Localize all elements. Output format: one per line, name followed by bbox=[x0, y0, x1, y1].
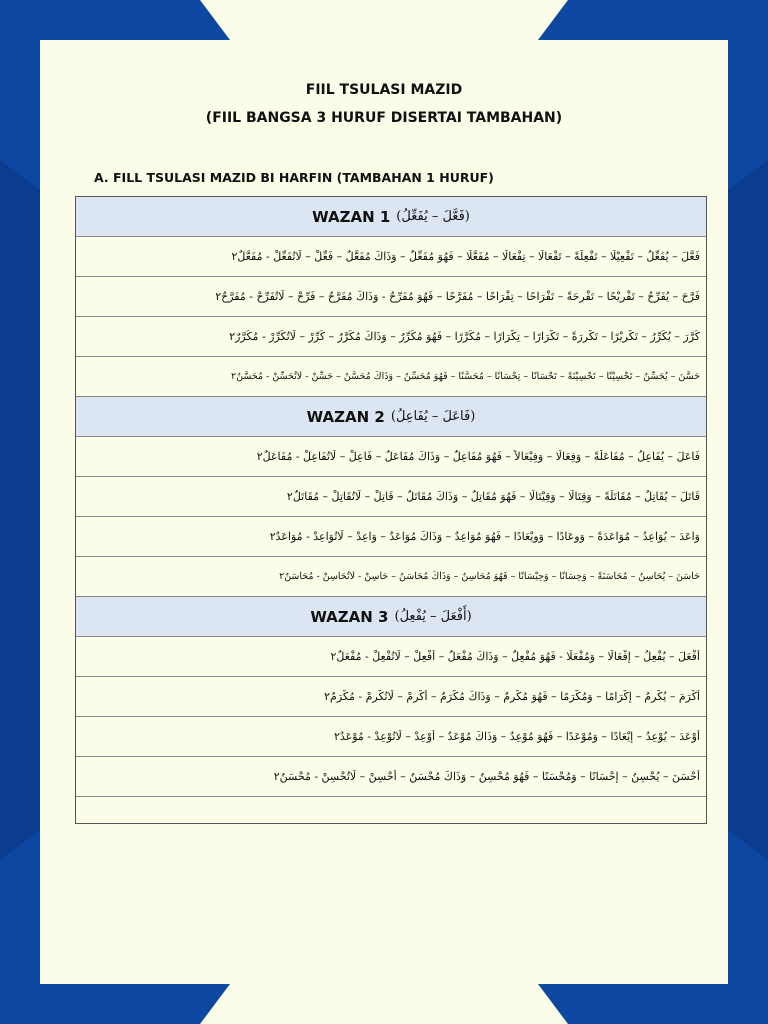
conjugation-text: أَوْعَدَ – يُوْعِدُ – إِيْعَادًا – وَمُوْعَدًا – فَهُوَ مُوْعِدٌ – وَذَاكَ مُوْعَدٌ – أَوْعِدْ – لَاتُوْعِدْ - مُوْعَدٌ٢ bbox=[333, 730, 700, 743]
conjugation-text: حَسَّنَ – يُحَسِّنُ – تَحْسِيْنًا – تَحْسِيْنَةً – تَحْسَانًا – تِحْسَانًا – مُحَسَّنًا – فَهُوَ مُحَسِّنٌ – وَذَاكَ مُحَسَّنٌ – حَسِّنْ - لَاتُحَسِّنْ - مُحَسَّنٌ٢ bbox=[231, 371, 700, 382]
conjugation-text: أَكْرَمَ – يُكْرِمُ – إِكْرَامًا – وَمُكْرَمًا – فَهُوَ مُكْرِمٌ – وَذَاكَ مُكْرَمٌ – أَكْرِمْ – لَاتُكْرِمْ - مُكْرَمٌ٢ bbox=[324, 690, 700, 703]
conjugation-row bbox=[76, 237, 706, 277]
conjugation-row bbox=[76, 277, 706, 317]
conjugation-row bbox=[76, 557, 706, 597]
wazan-pattern: (أَفْعَلَ – يُفْعِلُ) bbox=[394, 609, 472, 624]
conjugation-row bbox=[76, 757, 706, 797]
conjugation-row bbox=[76, 677, 706, 717]
conjugation-text: أَفْعَلَ – يُفْعِلُ – إِفْعَالًا – وَمُفْعَلًا - فَهُوَ مُفْعِلٌ – وَذَاكَ مُفْعَلٌ – أَفْعِلْ – لَاتُفْعِلْ - مُفْعَلٌ٢ bbox=[330, 650, 700, 663]
section-heading: A. FILL TSULASI MAZID BI HARFIN (TAMBAHAN 1 HURUF) bbox=[94, 170, 494, 185]
conjugation-text: أَحْسَنَ – يُحْسِنُ – إِحْسَانًا – وَمُحْسَنًا – فَهُوَ مُحْسِنٌ – وَذَاكَ مُحْسَنٌ – أَحْسِنْ – لَاتُحْسِنْ - مُحْسَنٌ٢ bbox=[273, 770, 700, 783]
conjugation-text: وَاعَدَ – يُوَاعِدُ – مُوَاعَدَةً – وَوِعَادًا – وَوِيْعَادًا – فَهُوَ مُوَاعِدٌ – وَذَاكَ مُوَاعَدٌ – وَاعِدْ – لَاتُوَاعِدْ - مُوَاعَدٌ٢ bbox=[269, 530, 700, 543]
document-subtitle: (FIIL BANGSA 3 HURUF DISERTAI TAMBAHAN) bbox=[205, 110, 563, 126]
wazan-header bbox=[76, 397, 706, 437]
conjugation-text: فَرَّحَ – يُفَرِّحُ – تَفْرِيْحًا – تَفْرِحَةً – تَفْرَاحًا – تِفْرَاحًا – مُفَرَّحًا – فَهُوَ مُفَرِّحٌ - وَذَاكَ مُفَرَّحٌ – فَرِّحْ – لَاتُفَرِّحْ - مُفَرَّحٌ٢ bbox=[215, 290, 700, 303]
wazan-label: WAZAN 2 bbox=[306, 407, 385, 426]
wazan-header bbox=[76, 597, 706, 637]
conjugation-text: فَاعَلَ – يُفَاعِلُ – مُفَاعَلَةً – وَفِعَالًا – وَفِيْعَالاً – فَهُوَ مُفَاعِلٌ – وَذَاكَ مُفَاعَلٌ – فَاعِلْ – لَاتُفَاعِلْ - مُفَاعَلٌ٢ bbox=[256, 450, 700, 463]
conjugation-text: فَعَّلَ – يُفَعِّلُ – تَفْعِيْلًا – تَفْعِلَةً – تَفْعَالًا – تِفْعَالًا – مُفَعَّلًا – فَهُوَ مُفَعِّلٌ – وَذَاكَ مُفَعَّلٌ – فَعِّلْ – لَاتُفَعِّلْ - مُفَعَّلٌ٢ bbox=[231, 250, 700, 263]
document-title: FIIL TSULASI MAZID bbox=[305, 82, 463, 98]
conjugation-row bbox=[76, 437, 706, 477]
conjugation-text: حَاسَنَ – يُحَاسِنُ – مُحَاسَنَةً – وَحِسَانًا – وَحِيْسَانًا – فَهُوَ مُحَاسِنٌ – وَذَاكَ مُحَاسَنٌ – حَاسِنْ - لَاتُحَاسِنْ - مُحَاسَنٌ٢ bbox=[279, 571, 700, 582]
conjugation-row bbox=[76, 717, 706, 757]
table-bottom-space bbox=[76, 797, 706, 823]
conjugation-text: قَاتَلَ – يُقَاتِلُ – مُقَاتَلَةً – وَقِتَالًا – وَقِيْتَالًا – فَهُوَ مُقَاتِلٌ – وَذَاكَ مُقَاتَلٌ – قَاتِلْ – لَاتُقَاتِلْ – مُقَاتَلٌ٢ bbox=[286, 490, 700, 503]
conjugation-row bbox=[76, 317, 706, 357]
wazan-pattern: (فَعَّلَ – يُفَعِّلُ) bbox=[396, 209, 470, 224]
wazan-pattern: (فَاعَلَ – يُفَاعِلُ) bbox=[390, 409, 476, 424]
wazan-label: WAZAN 1 bbox=[312, 207, 391, 226]
wazan-header bbox=[76, 197, 706, 237]
conjugation-row bbox=[76, 357, 706, 397]
wazan-label: WAZAN 3 bbox=[310, 607, 389, 626]
conjugation-row bbox=[76, 517, 706, 557]
conjugation-row bbox=[76, 637, 706, 677]
wazan-table bbox=[75, 196, 707, 824]
conjugation-row bbox=[76, 477, 706, 517]
conjugation-text: كَرَّرَ – يُكَرِّرُ – تَكْرِيْرًا – تَكْرِرَةً – تَكْرَارًا – تِكْرَارًا – مُكَرَّرًا – فَهُوَ مُكَرِّرٌ – وَذَاكَ مُكَرَّرٌ – كَرِّرْ – لَاتُكَرِّرْ - مُكَرَّرٌ٢ bbox=[229, 330, 700, 343]
